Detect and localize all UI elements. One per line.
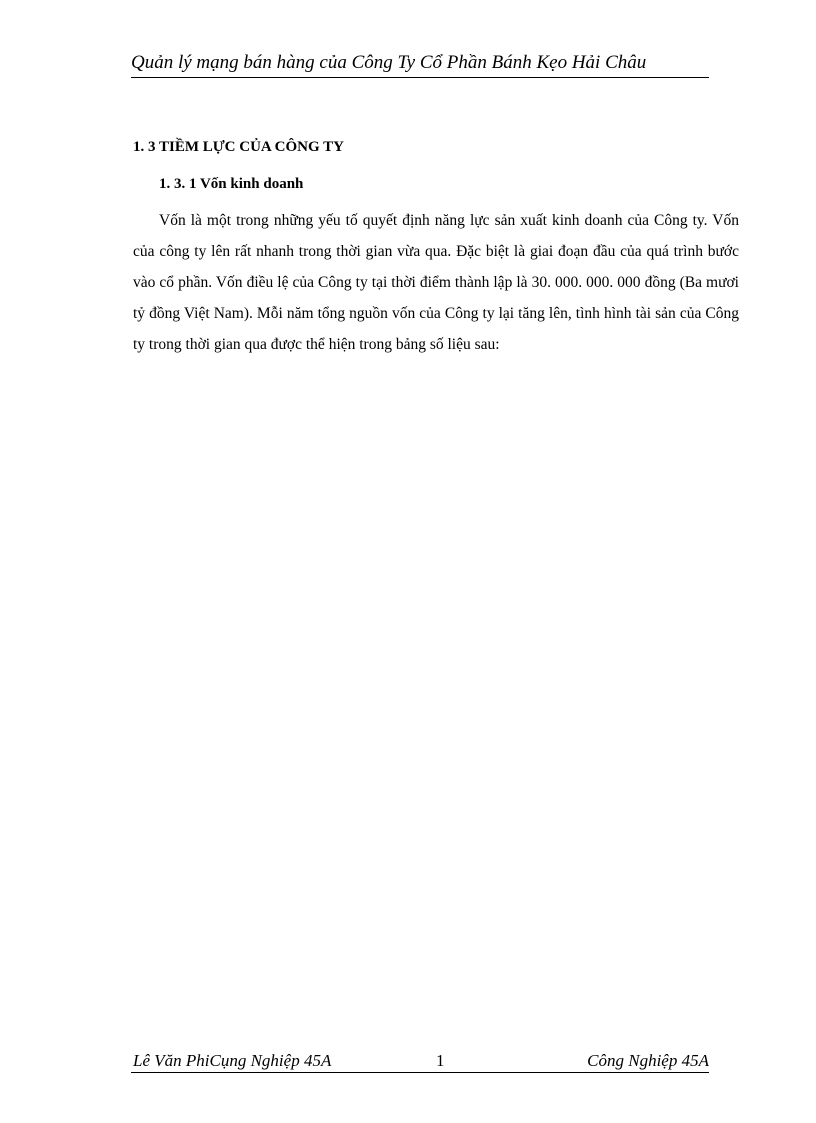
footer-class: Công Nghiệp 45A [587, 1051, 709, 1070]
subsection-heading: 1. 3. 1 Vốn kinh doanh [159, 176, 304, 192]
header-title: Quản lý mạng bán hàng của Công Ty Cổ Phần Bánh Kẹo Hải Châu [131, 52, 647, 73]
page-footer [131, 1047, 709, 1073]
page-header [131, 50, 709, 78]
footer-author: Lê Văn PhiCụng Nghiệp 45A [133, 1051, 332, 1070]
page-number: 1 [436, 1051, 445, 1070]
body-paragraph: Vốn là một trong những yếu tố quyết định năng lực sản xuất kinh doanh của Công ty. Vốn của công ty lên rất nhanh trong thời gian vừa qua. Đặc biệt là giai đoạn đầu của quá trình bước vào cổ phần. Vốn điều lệ của Công ty tại thời điểm thành lập là 30. 000. 000. 000 đồng (Ba mươi tỷ đồng Việt Nam). Mỗi năm tổng nguồn vốn của Công ty lại tăng lên, tình hình tài sản của Công ty trong thời gian qua được thể hiện trong bảng số liệu sau: [133, 212, 739, 353]
section-heading: 1. 3 TIỀM LỰC CỦA CÔNG TY [133, 139, 344, 155]
